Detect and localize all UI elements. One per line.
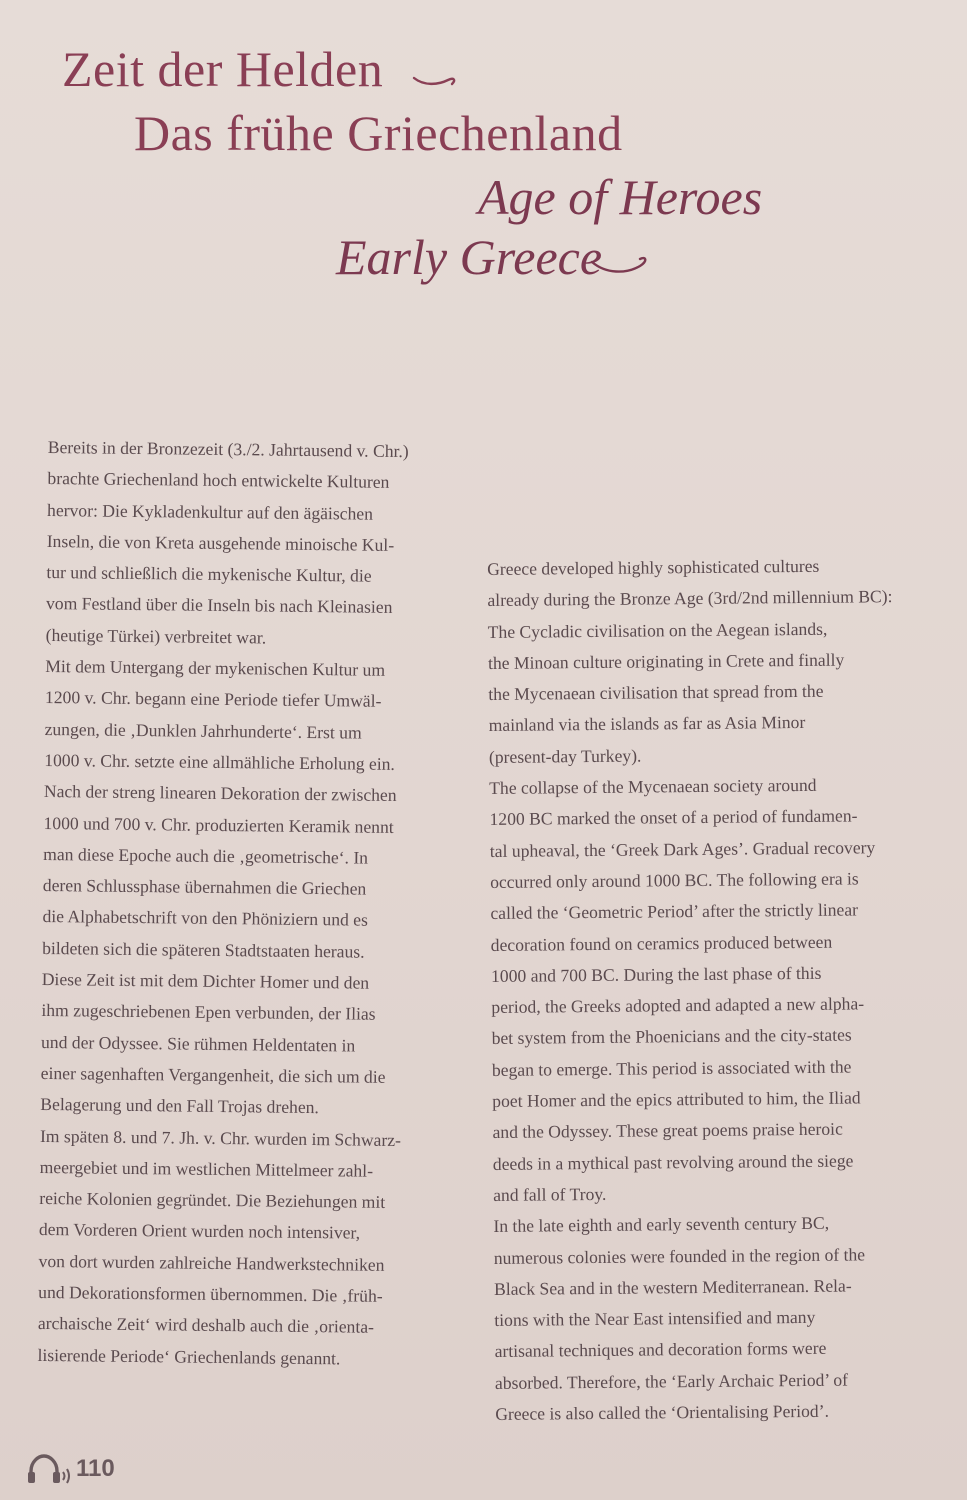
english-text-line: mainland via the islands as far as Asia Minor bbox=[488, 712, 806, 736]
title-german-line2: Das frühe Griechenland bbox=[134, 105, 623, 161]
german-text-line: brachte Griechenland hoch entwickelte Kulturen bbox=[47, 468, 390, 493]
german-text-line: 1200 v. Chr. begann eine Periode tiefer Umwäl- bbox=[44, 687, 382, 712]
german-text-line: archaische Zeit‘ wird deshalb auch die ‚orienta- bbox=[37, 1313, 375, 1338]
english-text-line: period, the Greeks adopted and adapted a new alpha- bbox=[491, 993, 865, 1018]
english-text-line: Greece developed highly sophisticated cultures bbox=[487, 555, 820, 579]
english-text-line: The Cycladic civilisation on the Aegean islands, bbox=[487, 618, 828, 642]
title-english-line1: Age of Heroes bbox=[478, 169, 763, 225]
english-text-line: tions with the Near East intensified and many bbox=[494, 1307, 816, 1331]
german-text-line: meergebiet und im westlichen Mittelmeer zahl- bbox=[39, 1156, 374, 1181]
german-text-line: Bereits in der Bronzezeit (3./2. Jahrtausend v. Chr.) bbox=[47, 436, 409, 462]
german-text-line: Nach der streng linearen Dekoration der zwischen bbox=[43, 781, 397, 806]
german-text-line: tur und schließlich die mykenische Kultur, die bbox=[46, 562, 372, 586]
english-text-line: Black Sea and in the western Mediterranean. Rela- bbox=[493, 1275, 852, 1299]
title-german-line1: Zeit der Helden bbox=[62, 41, 384, 97]
english-text-line: poet Homer and the epics attributed to him, the Iliad bbox=[492, 1087, 861, 1112]
german-text-line: und Dekorationsformen übernommen. Die ‚früh- bbox=[38, 1281, 383, 1306]
german-text-line: und der Odyssee. Sie rühmen Heldentaten in bbox=[40, 1031, 356, 1056]
german-text-line: von dort wurden zahlreiche Handwerkstechniken bbox=[38, 1250, 385, 1275]
english-text-line: absorbed. Therefore, the ‘Early Archaic Period’ of bbox=[494, 1369, 849, 1393]
german-text-line: vom Festland über die Inseln bis nach Kleinasien bbox=[45, 593, 393, 618]
title-swash-2 bbox=[590, 248, 652, 278]
english-text-line: bet system from the Phoenicians and the city-states bbox=[491, 1024, 852, 1049]
german-text-line: zungen, die ‚Dunklen Jahrhunderte‘. Erst um bbox=[44, 718, 362, 743]
german-text-line: deren Schlussphase übernahmen die Griechen bbox=[42, 875, 367, 899]
german-text-line: reiche Kolonien gegründet. Die Beziehungen mit bbox=[39, 1188, 386, 1212]
german-text-line: ihm zugeschriebenen Epen verbunden, der Ilias bbox=[41, 1000, 376, 1025]
english-text-line: The collapse of the Mycenaean society around bbox=[489, 774, 817, 799]
english-text-column bbox=[487, 550, 955, 1431]
german-text-line: Im späten 8. und 7. Jh. v. Chr. wurden im Schwarz- bbox=[39, 1125, 402, 1150]
english-text-line: called the ‘Geometric Period’ after the strictly linear bbox=[490, 899, 859, 924]
german-text-line: Inseln, die von Kreta ausgehende minoische Kul- bbox=[46, 530, 395, 555]
german-text-line: dem Vorderen Orient wurden noch intensiver, bbox=[38, 1219, 361, 1244]
english-text-line: In the late eighth and early seventh century BC, bbox=[493, 1212, 830, 1237]
german-text-line: Mit dem Untergang der mykenischen Kultur um bbox=[45, 656, 386, 680]
german-text-column bbox=[37, 432, 468, 1376]
german-text-line: Diese Zeit ist mit dem Dichter Homer und den bbox=[41, 969, 370, 993]
english-text-line: (present-day Turkey). bbox=[488, 745, 642, 767]
english-text-line: Greece is also called the ‘Orientalising Period’. bbox=[495, 1400, 830, 1424]
english-text-line: already during the Bronze Age (3rd/2nd millennium BC): bbox=[487, 586, 893, 611]
german-text-line: lisierende Periode‘ Griechenlands genannt. bbox=[37, 1344, 341, 1368]
english-text-line: 1200 BC marked the onset of a period of fundamen- bbox=[489, 805, 858, 830]
german-text-line: bildeten sich die späteren Stadtstaaten heraus. bbox=[42, 937, 365, 962]
english-text-line: artisanal techniques and decoration forms were bbox=[494, 1338, 827, 1362]
english-text-line: decoration found on ceramics produced between bbox=[490, 931, 833, 955]
title-swash-1 bbox=[412, 68, 462, 90]
german-text-line: man diese Epoche auch die ‚geometrische‘. In bbox=[43, 843, 369, 868]
german-text-line: die Alphabetschrift von den Phöniziern und es bbox=[42, 906, 369, 931]
german-text-line: Belagerung und den Fall Trojas drehen. bbox=[40, 1094, 320, 1118]
english-text-line: and fall of Troy. bbox=[493, 1183, 607, 1205]
german-text-line: 1000 und 700 v. Chr. produzierten Keramik nennt bbox=[43, 812, 394, 837]
english-text-line: occurred only around 1000 BC. The following era is bbox=[490, 868, 859, 892]
audio-guide-headphones-icon bbox=[26, 1452, 72, 1486]
title-english-line2: Early Greece bbox=[336, 229, 603, 285]
english-text-line: numerous colonies were founded in the region of the bbox=[493, 1243, 866, 1268]
footer bbox=[26, 1452, 115, 1486]
english-text-line: the Minoan culture originating in Crete and finally bbox=[487, 649, 845, 673]
german-text-line: 1000 v. Chr. setzte eine allmähliche Erholung ein. bbox=[44, 749, 396, 774]
english-text-line: the Mycenaean civilisation that spread from the bbox=[488, 680, 824, 705]
english-text-line: 1000 and 700 BC. During the last phase of this bbox=[490, 962, 822, 986]
german-text-line: einer sagenhaften Vergangenheit, die sich um die bbox=[40, 1062, 386, 1087]
audio-guide-number: 110 bbox=[76, 1455, 115, 1482]
english-text-line: began to emerge. This period is associated with the bbox=[491, 1056, 852, 1080]
english-text-line: and the Odyssey. These great poems praise heroic bbox=[492, 1118, 843, 1143]
english-text-line: tal upheaval, the ‘Greek Dark Ages’. Gradual recovery bbox=[489, 836, 876, 861]
english-text-line: deeds in a mythical past revolving around the siege bbox=[492, 1150, 854, 1174]
german-text-line: (heutige Türkei) verbreitet war. bbox=[45, 624, 267, 648]
german-text-line: hervor: Die Kykladenkultur auf den ägäischen bbox=[47, 499, 374, 524]
